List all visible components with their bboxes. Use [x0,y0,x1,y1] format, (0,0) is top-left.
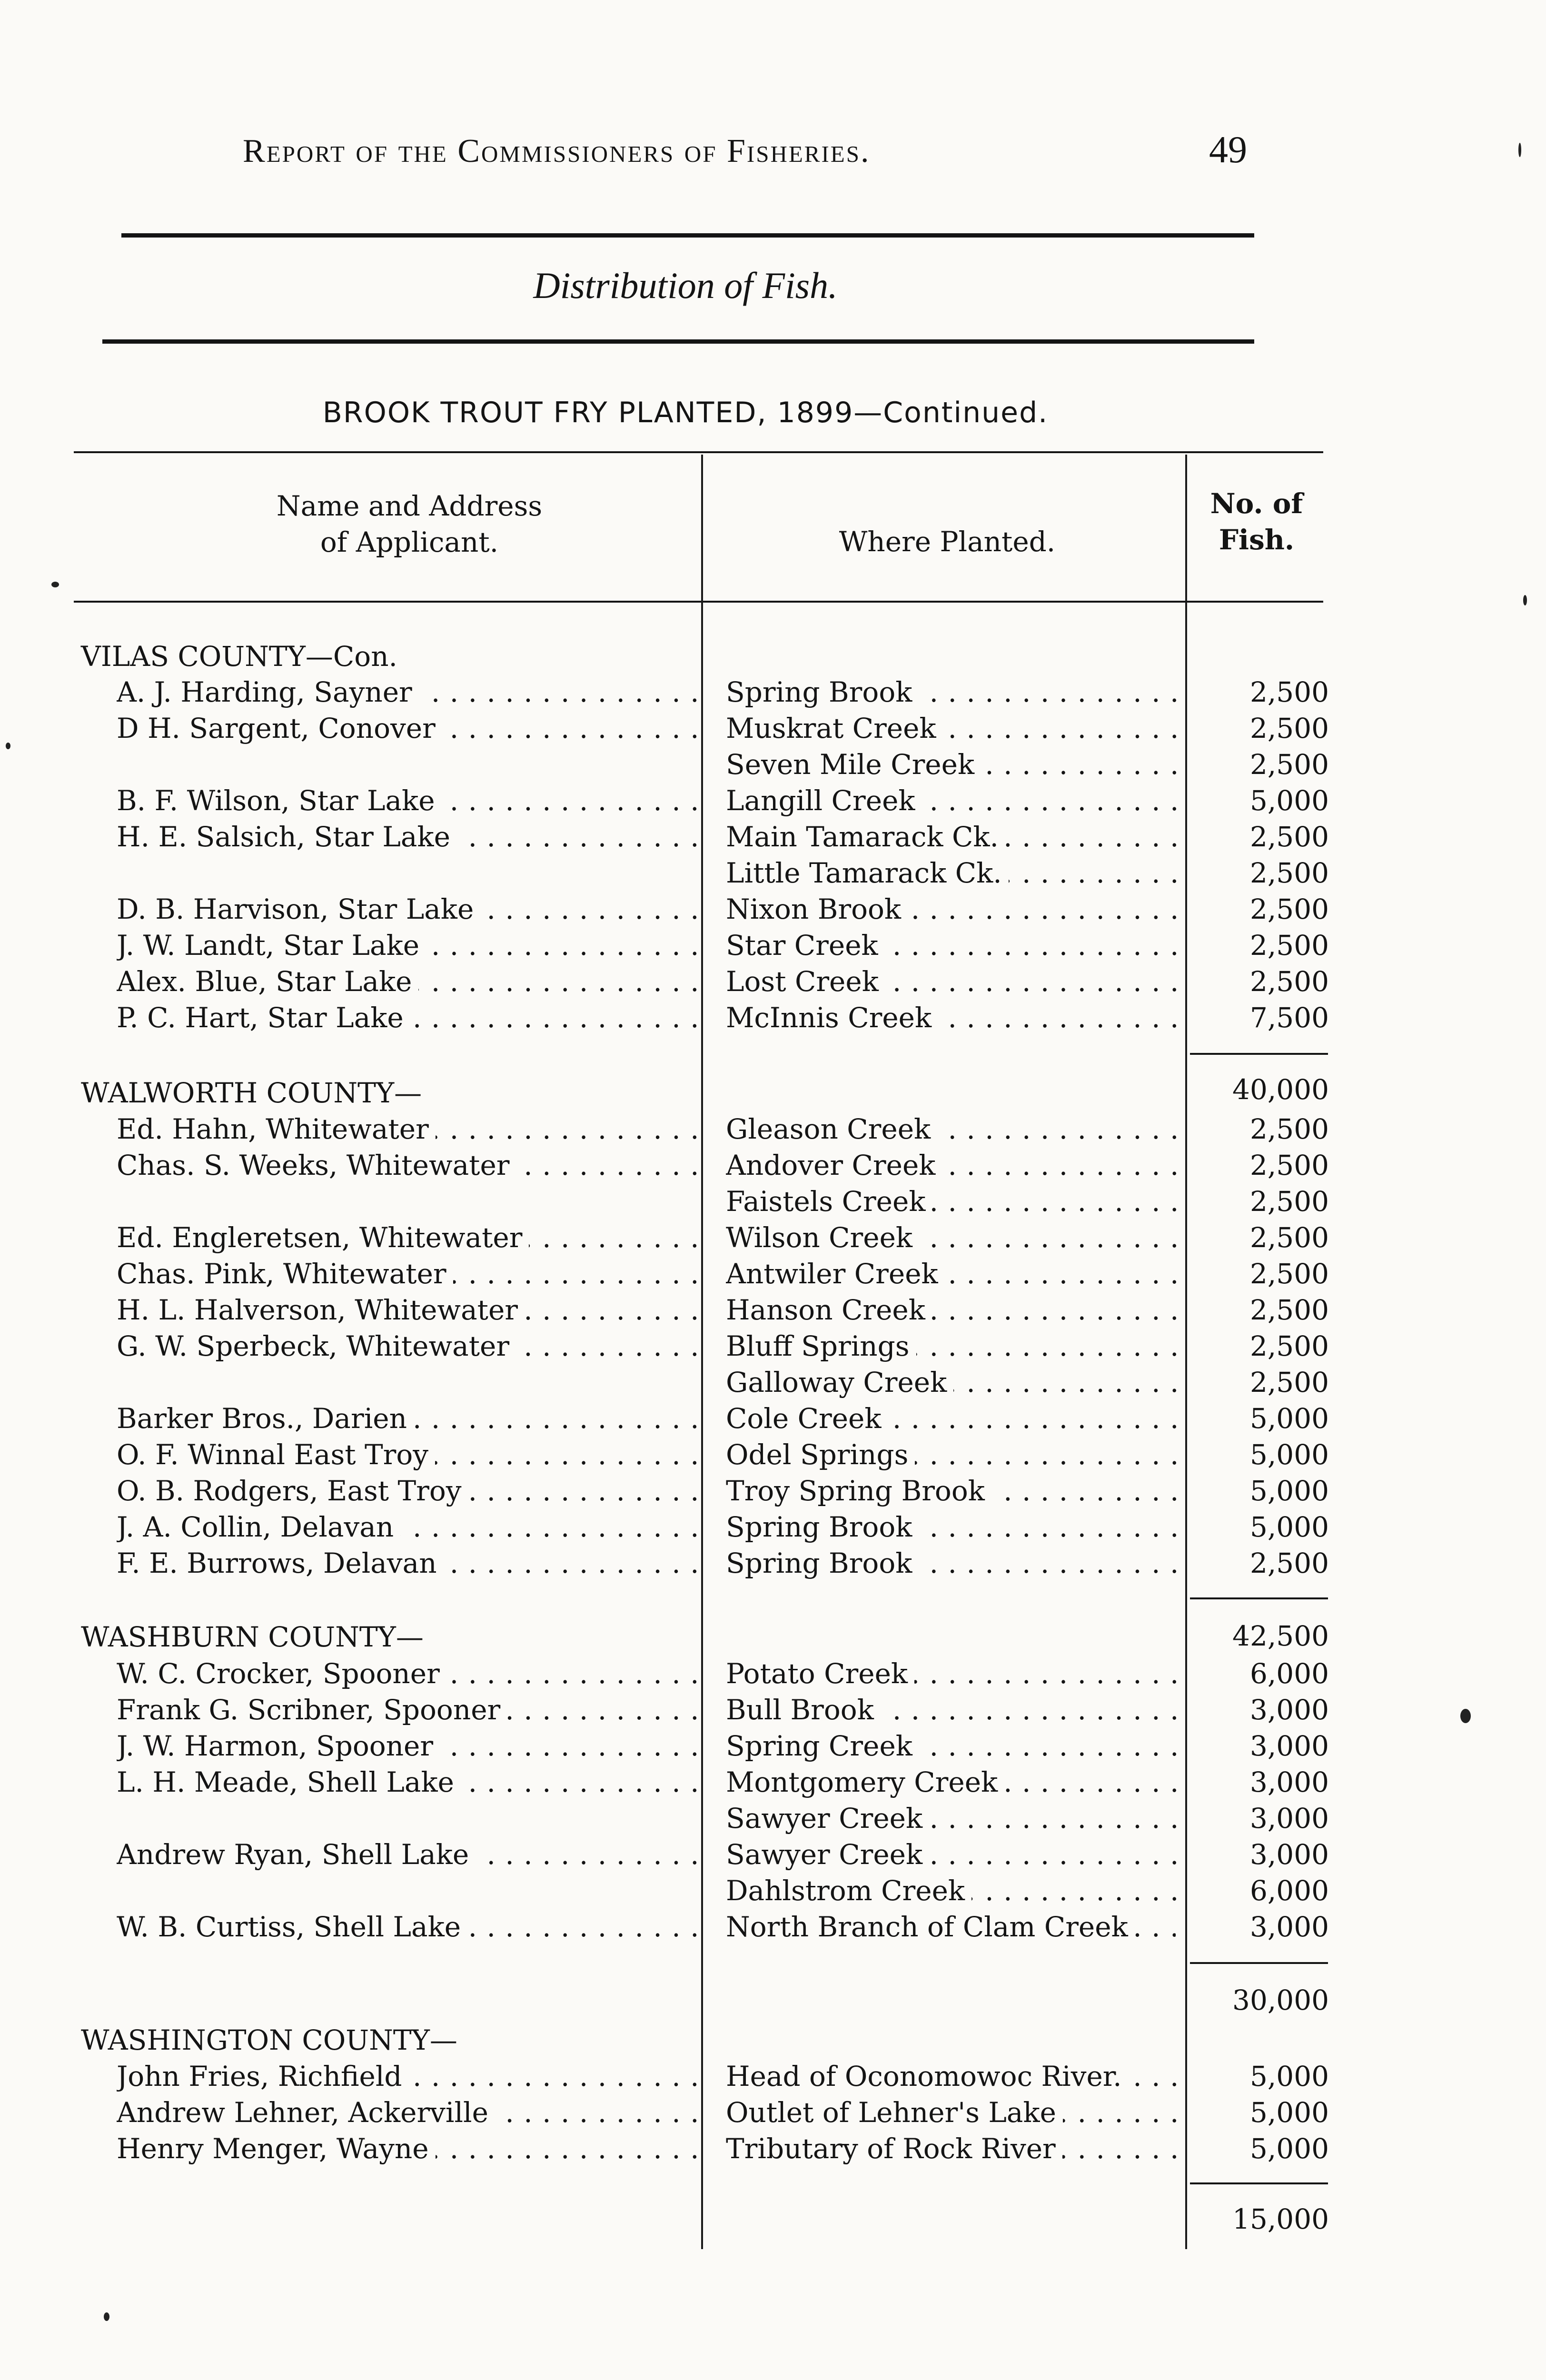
table-row [0,1221,1546,1258]
table-row [0,1694,1546,1730]
applicant-cell [117,893,700,925]
where-cell [726,1657,1185,1690]
fish-count: 2,500 [1249,1258,1329,1290]
column-head-applicant-line2: of Applicant. [320,526,499,558]
applicant-cell [117,1694,700,1726]
header-rule-top [121,233,1254,238]
fish-count: 2,500 [1249,929,1329,962]
where-cell [726,929,1185,962]
where-planted: Spring Brook [726,1547,919,1579]
where-cell [726,821,1185,853]
where-cell [726,676,1185,708]
where-planted: Lost Creek [726,965,885,998]
where-planted: Montgomery Creek [726,1766,1004,1798]
applicant-cell [117,1149,700,1181]
subtotal-rule [1190,1597,1328,1599]
where-cell [726,1149,1185,1181]
applicant-cell [117,1402,700,1435]
ink-speck [1518,143,1521,157]
applicant-cell [117,1511,700,1543]
running-header [238,129,1285,180]
table-row [0,929,1546,965]
where-planted: North Branch of Clam Creek [726,1911,1128,1943]
where-planted: Odel Springs [726,1438,915,1471]
applicant-name: J. W. Landt, Star Lake [117,929,426,962]
where-cell [726,1874,1185,1907]
applicant-cell [117,1330,700,1362]
where-planted: Gleason Creek [726,1113,937,1145]
county-heading-washington: WASHINGTON COUNTY— [81,2024,457,2056]
where-planted: Wilson Creek [726,1221,919,1254]
where-planted: Spring Brook [726,1511,919,1543]
applicant-cell [117,1547,700,1579]
fish-count: 3,000 [1249,1802,1329,1835]
applicant-cell [117,1258,700,1290]
applicant-cell [117,1657,700,1690]
applicant-name: Alex. Blue, Star Lake [117,965,418,998]
table-row [0,1149,1546,1185]
table-row [0,2060,1546,2096]
where-cell [726,1366,1185,1398]
table-row [0,1802,1546,1838]
running-title: Report of the Commissioners of Fisheries. [243,133,871,169]
where-planted: Cole Creek [726,1402,888,1435]
applicant-name: L. H. Meade, Shell Lake [117,1766,461,1798]
table-row [0,1547,1546,1583]
table-row [0,784,1546,821]
where-planted: Hanson Creek [726,1294,932,1326]
where-planted: Faistels Creek [726,1185,932,1218]
applicant-name: G. W. Sperbeck, Whitewater [117,1330,516,1362]
table-row [0,965,1546,1002]
fish-count: 2,500 [1249,1149,1329,1181]
ink-speck [51,582,59,587]
fish-count: 2,500 [1249,676,1329,708]
fish-count: 2,500 [1249,1113,1329,1145]
where-cell [726,1330,1185,1362]
table-top-rule [74,451,1323,453]
applicant-name: O. B. Rodgers, East Troy [117,1475,468,1507]
where-planted: Antwiler Creek [726,1258,945,1290]
applicant-cell [117,1438,700,1471]
column-head-where-label: Where Planted. [839,526,1056,558]
applicant-name: Barker Bros., Darien [117,1402,414,1435]
applicant-name: H. E. Salsich, Star Lake [117,821,457,853]
applicant-cell [117,1113,700,1145]
fish-count: 2,500 [1249,1366,1329,1398]
applicant-name: D H. Sargent, Conover [117,712,442,744]
table-row [0,1438,1546,1475]
where-cell [726,1258,1185,1290]
where-planted: Main Tamarack Ck. [726,821,1005,853]
where-planted: Seven Mile Creek [726,748,981,781]
applicant-cell [117,929,700,962]
ink-speck [104,2312,109,2321]
applicant-name: Ed. Engleretsen, Whitewater [117,1221,529,1254]
fish-count: 2,500 [1249,712,1329,744]
where-cell [726,893,1185,925]
column-head-fish-line2: Fish. [1219,524,1295,556]
fish-count: 3,000 [1249,1911,1329,1943]
where-cell [726,1547,1185,1579]
table-row [0,1475,1546,1511]
table-row [0,1402,1546,1438]
where-cell [726,1294,1185,1326]
table-row [0,2096,1546,2132]
county-total-walworth: 42,500 [1232,1620,1329,1652]
fish-count: 5,000 [1249,2060,1329,2092]
where-planted: Bull Brook [726,1694,881,1726]
applicant-cell [117,821,700,853]
county-total-washburn: 30,000 [1232,1984,1329,2016]
where-planted: Spring Creek [726,1730,919,1762]
applicant-cell [117,2096,700,2129]
applicant-name: Ed. Hahn, Whitewater [117,1113,436,1145]
where-cell [726,857,1185,889]
where-cell [726,1185,1185,1218]
where-cell [726,1402,1185,1435]
where-cell [726,1766,1185,1798]
applicant-name: D. B. Harvison, Star Lake [117,893,480,925]
fish-count: 7,500 [1249,1002,1329,1034]
fish-count: 2,500 [1249,821,1329,853]
applicant-name: F. E. Burrows, Delavan [117,1547,444,1579]
applicant-name: H. L. Halverson, Whitewater [117,1294,525,1326]
table-row [0,1911,1546,1947]
table-row [0,748,1546,784]
where-planted: McInnis Creek [726,1002,938,1034]
applicant-cell [117,1911,700,1943]
applicant-name: John Fries, Richfield [117,2060,409,2092]
fish-count: 2,500 [1249,1185,1329,1218]
fish-count: 6,000 [1249,1874,1329,1907]
applicant-cell [117,1475,700,1507]
table-row [0,1838,1546,1874]
subtotal-rule [1190,2182,1328,2184]
county-total-washington: 15,000 [1232,2203,1329,2235]
table-row [0,1657,1546,1694]
applicant-name: Andrew Lehner, Ackerville [117,2096,495,2129]
applicant-name: J. A. Collin, Delavan [117,1511,400,1543]
applicant-cell [117,1221,700,1254]
fish-count: 2,500 [1249,748,1329,781]
where-cell [726,712,1185,744]
where-cell [726,1802,1185,1835]
where-planted: Muskrat Creek [726,712,943,744]
where-planted: Star Creek [726,929,885,962]
where-cell [726,965,1185,998]
where-planted: Dahlstrom Creek [726,1874,971,1907]
applicant-name: P. C. Hart, Star Lake [117,1002,410,1034]
applicant-cell [117,1730,700,1762]
fish-count: 2,500 [1249,1221,1329,1254]
where-planted: Troy Spring Brook [726,1475,991,1507]
where-cell [726,2132,1185,2165]
ink-speck [6,743,10,749]
ink-speck [1523,595,1527,605]
fish-count: 2,500 [1249,857,1329,889]
applicant-name: Frank G. Scribner, Spooner [117,1694,507,1726]
where-cell [726,1002,1185,1034]
table-row [0,1874,1546,1911]
table-row [0,1730,1546,1766]
header-rule-bottom [102,339,1254,344]
fish-count: 3,000 [1249,1730,1329,1762]
fish-count: 2,500 [1249,1294,1329,1326]
column-head-bottom-rule [74,601,1323,603]
column-head-where [709,524,1185,560]
table-row [0,821,1546,857]
fish-count: 6,000 [1249,1657,1329,1690]
where-planted: Outlet of Lehner's Lake [726,2096,1063,2129]
applicant-cell [117,965,700,998]
subtotal-rule [1190,1962,1328,1964]
table-row [0,676,1546,712]
column-head-fish-line1: No. of [1210,487,1303,520]
fish-count: 3,000 [1249,1766,1329,1798]
applicant-name: J. W. Harmon, Spooner [117,1730,440,1762]
where-planted: Galloway Creek [726,1366,953,1398]
applicant-name: Chas. Pink, Whitewater [117,1258,453,1290]
where-cell [726,1730,1185,1762]
table-row [0,712,1546,748]
where-cell [726,748,1185,781]
fish-count: 3,000 [1249,1694,1329,1726]
applicant-cell [117,1294,700,1326]
column-head-applicant-line1: Name and Address [276,490,543,522]
county-heading-washburn: WASHBURN COUNTY— [81,1621,424,1653]
where-planted: Langill Creek [726,784,922,817]
table-row [0,1002,1546,1038]
where-planted: Nixon Brook [726,893,908,925]
where-planted: Sawyer Creek [726,1802,929,1835]
county-heading-walworth: WALWORTH COUNTY— [81,1077,422,1109]
where-planted: Little Tamarack Ck. [726,857,1009,889]
fish-count: 5,000 [1249,2096,1329,2129]
fish-count: 5,000 [1249,1402,1329,1435]
where-planted: Andover Creek [726,1149,942,1181]
applicant-name: A. J. Harding, Sayner [117,676,419,708]
table-row [0,1294,1546,1330]
county-heading-vilas: VILAS COUNTY—Con. [81,640,397,673]
where-cell [726,2096,1185,2129]
applicant-cell [117,2132,700,2165]
section-title: Distribution of Fish. [533,265,838,306]
applicant-cell [117,712,700,744]
applicant-name: Andrew Ryan, Shell Lake [117,1838,476,1871]
where-cell [726,1838,1185,1871]
subtotal-rule [1190,1053,1328,1055]
fish-count: 3,000 [1249,1838,1329,1871]
where-planted: Head of Oconomowoc River. [726,2060,1129,2092]
table-row [0,1258,1546,1294]
where-cell [726,1911,1176,1943]
fish-count: 5,000 [1249,1438,1329,1471]
where-cell [726,1694,1185,1726]
where-cell [726,1438,1185,1471]
where-cell [726,784,1185,817]
applicant-cell [117,1002,700,1034]
fish-count: 5,000 [1249,784,1329,817]
ink-speck [1460,1709,1471,1723]
applicant-cell [117,2060,700,2092]
page-number: 49 [1209,129,1247,171]
fish-count: 2,500 [1249,1547,1329,1579]
where-cell [726,1113,1185,1145]
where-cell [726,1475,1185,1507]
applicant-name: W. B. Curtiss, Shell Lake [117,1911,467,1943]
fish-count: 2,500 [1249,965,1329,998]
county-total-vilas: 40,000 [1232,1073,1329,1106]
fish-count: 2,500 [1249,893,1329,925]
where-cell [726,1511,1185,1543]
where-cell [726,1221,1185,1254]
fish-count: 2,500 [1249,1330,1329,1362]
table-row [0,1766,1546,1802]
table-row [0,1366,1546,1402]
applicant-cell [117,784,700,817]
column-head-applicant [124,488,695,560]
applicant-name: B. F. Wilson, Star Lake [117,784,442,817]
where-planted: Tributary of Rock River [726,2132,1062,2165]
table-row [0,1511,1546,1547]
applicant-name: W. C. Crocker, Spooner [117,1657,446,1690]
where-planted: Bluff Springs [726,1330,916,1362]
fish-count: 5,000 [1249,1511,1329,1543]
table-row [0,1185,1546,1221]
column-head-fish [1190,486,1323,558]
table-caption-text: BROOK TROUT FRY PLANTED, 1899—Continued. [322,396,1049,429]
where-planted: Sawyer Creek [726,1838,929,1871]
applicant-cell [117,676,700,708]
table-row [0,1113,1546,1149]
table-row [0,2132,1546,2169]
fish-count: 5,000 [1249,2132,1329,2165]
fish-count: 5,000 [1249,1475,1329,1507]
applicant-name: Chas. S. Weeks, Whitewater [117,1149,516,1181]
where-planted: Potato Creek [726,1657,914,1690]
table-row [0,857,1546,893]
table-caption [0,396,1371,429]
table-row [0,893,1546,929]
applicant-cell [117,1766,700,1798]
applicant-cell [117,1838,700,1871]
where-cell [726,2060,1185,2092]
where-planted: Spring Brook [726,676,919,708]
applicant-name: Henry Menger, Wayne [117,2132,436,2165]
applicant-name: O. F. Winnal East Troy [117,1438,435,1471]
table-row [0,1330,1546,1366]
